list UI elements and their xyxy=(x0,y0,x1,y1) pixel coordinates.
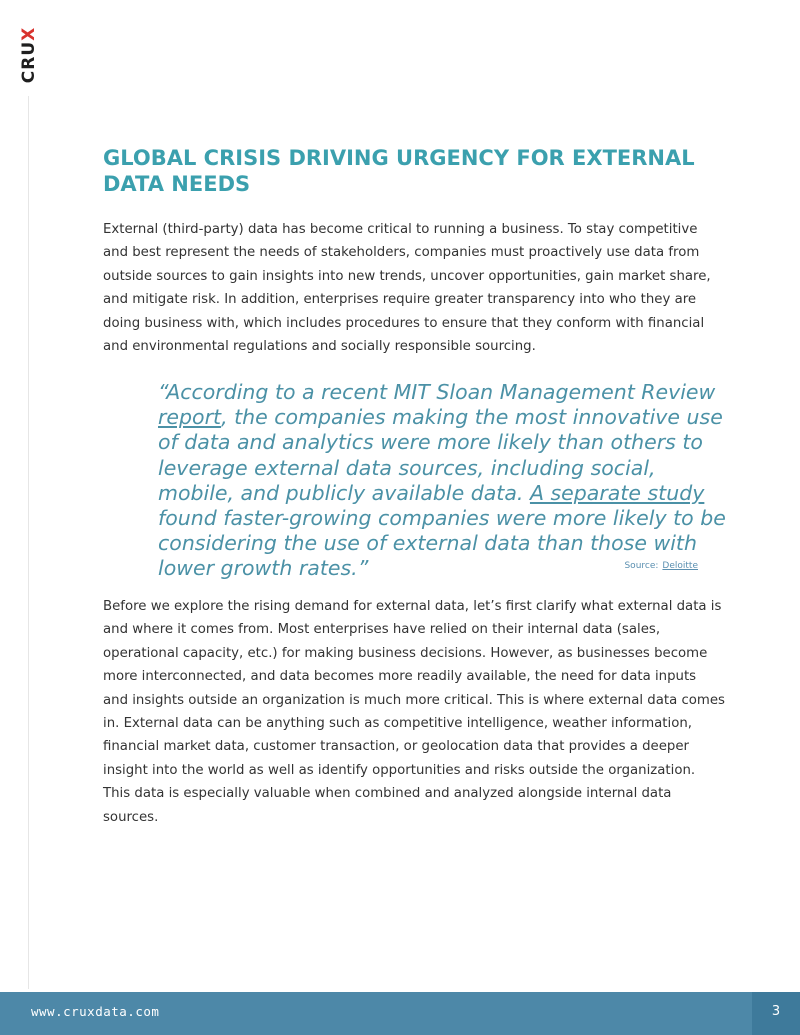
report-link[interactable]: report xyxy=(158,405,222,430)
intro-paragraph: External (third-party) data has become critical to running a business. To stay competitive and best represent the needs of stakeholders, companies must proactively use data from outside sources to gain insights into new trends, uncover opportunities, gain market share, and mitigate risk. In addition, enterprises require greater transparency into who they are doing business with, which includes procedures to ensure that they conform with financial and environmental regulations and socially responsible sourcing. xyxy=(103,222,711,355)
crux-logo-text: CRUX xyxy=(19,26,39,84)
crux-logo-accent: X xyxy=(19,26,39,41)
separate-study-link[interactable]: A separate study xyxy=(529,480,705,505)
quote-text-3: found faster-growing companies were more likely to be considering the use of external data than those with lower growth rates.” xyxy=(158,506,726,581)
source-label: Source: xyxy=(624,561,659,571)
pull-quote xyxy=(158,380,733,582)
body-paragraph: Before we explore the rising demand for external data, let’s first clarify what external data is and where it comes from. Most enterprises have relied on their internal data (sales, operational capacity, etc.) for making business decisions. However, as businesses become more interconnected, and data becomes more readily available, the need for data inputs and insights outside an organization is much more critical. This is where external data comes in. External data can be anything such as competitive intelligence, weather information, financial market data, customer transaction, or geolocation data that provides a deeper insight into the world as well as identify opportunities and risks outside the organization. This data is especially valuable when combined and analyzed alongside internal data sources. xyxy=(103,599,725,825)
crux-logo xyxy=(18,26,40,84)
quote-text-2: , the companies making the most innovative use of data and analytics were more likely than others to leverage external data sources, including social, mobile, and publicly available data. xyxy=(158,405,723,505)
side-divider xyxy=(28,96,29,989)
page-number: 3 xyxy=(771,1004,781,1019)
quote-source xyxy=(624,561,698,571)
quote-text-1: “According to a recent MIT Sloan Management Review xyxy=(158,380,716,404)
deloitte-link[interactable]: Deloitte xyxy=(662,561,698,571)
page-title: GLOBAL CRISIS DRIVING URGENCY FOR EXTERNAL DATA NEEDS xyxy=(103,146,695,196)
page-number-box xyxy=(752,992,800,1035)
footer-url-link[interactable]: www.cruxdata.com xyxy=(31,1004,160,1019)
page-footer xyxy=(0,992,800,1035)
